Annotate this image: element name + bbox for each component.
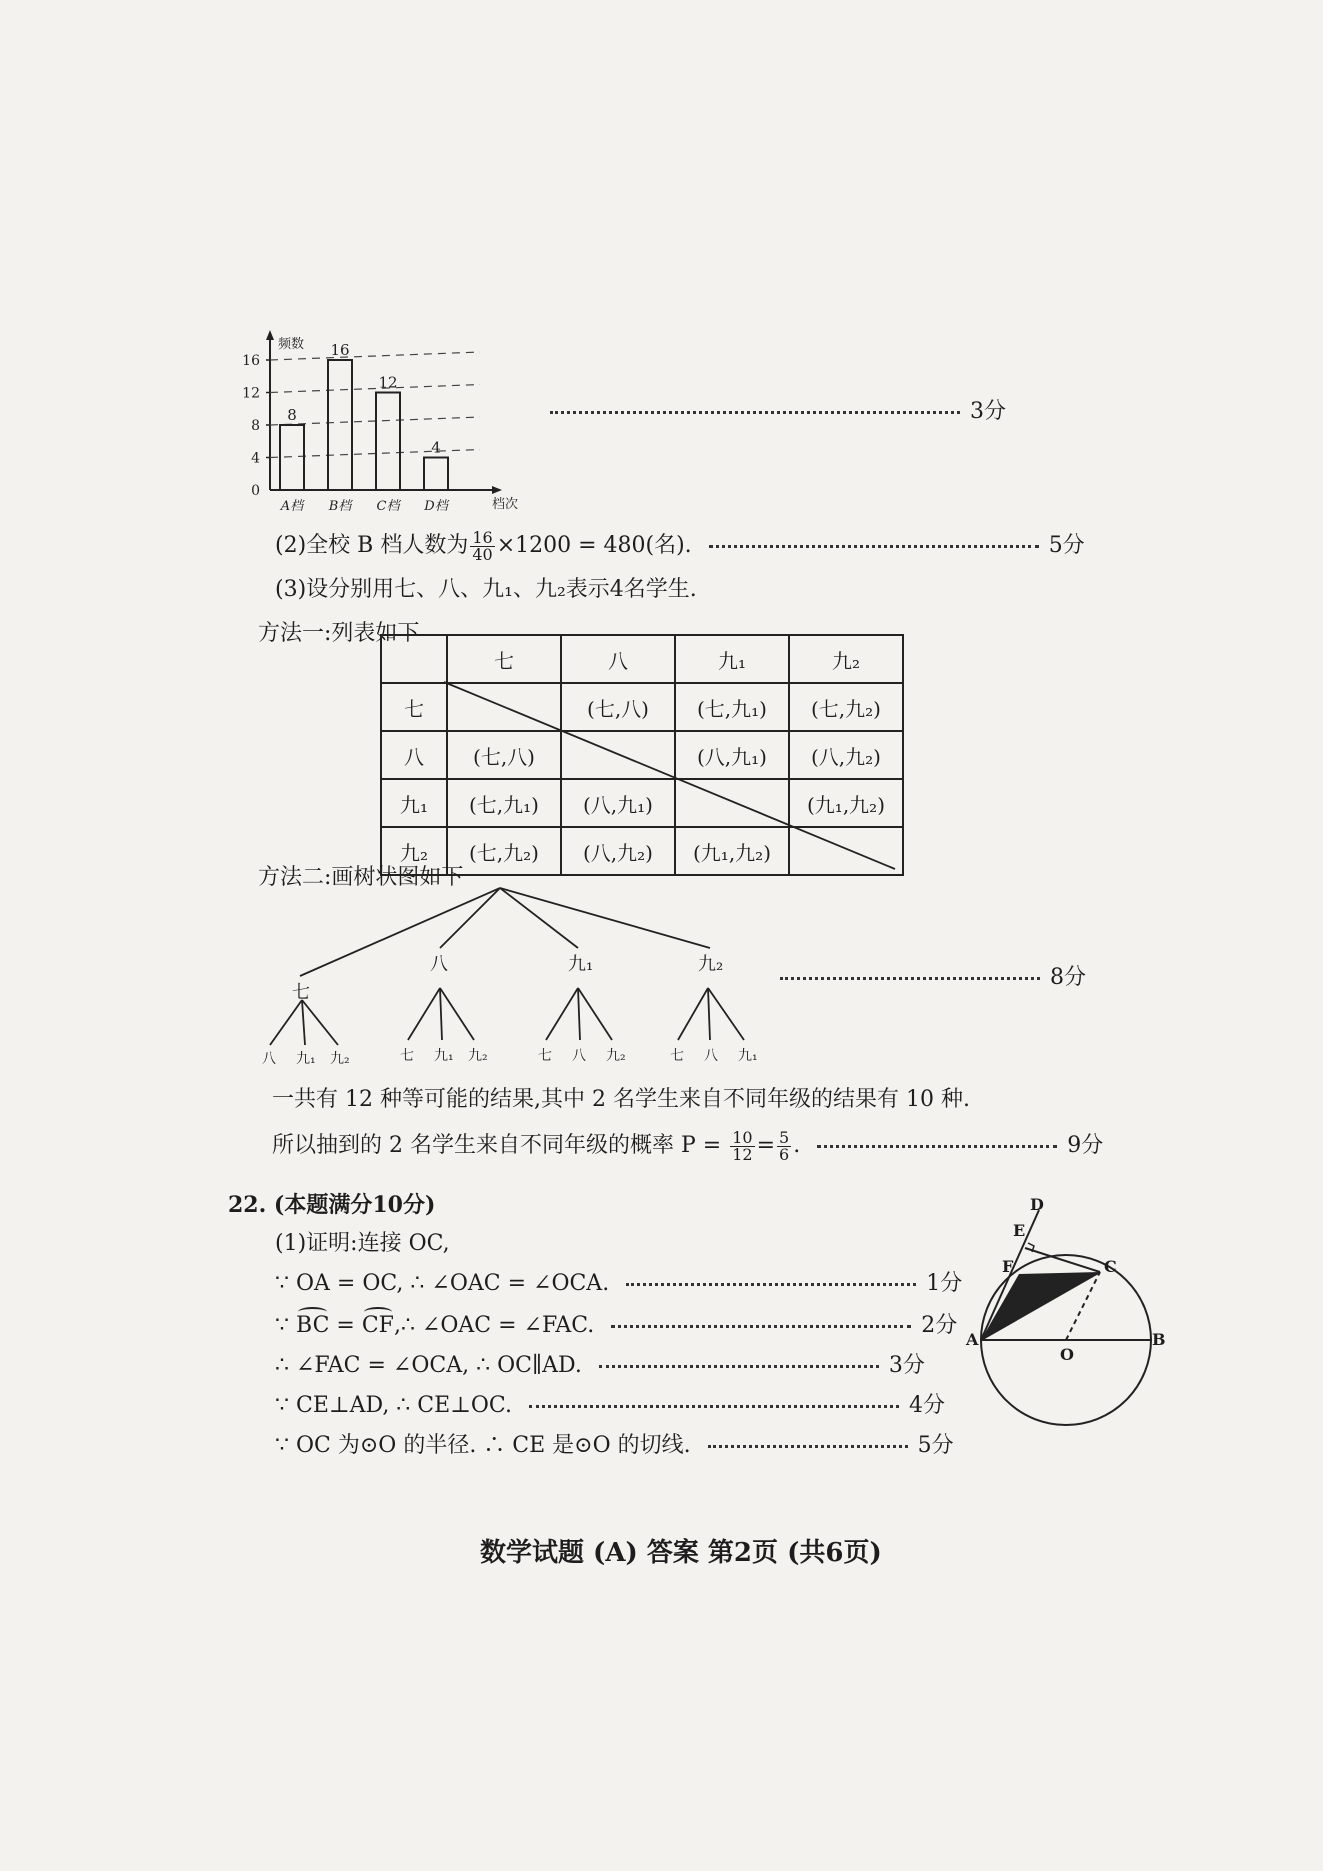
bar	[424, 458, 448, 491]
q2-line	[275, 528, 1085, 563]
x-axis-label: 档次	[492, 497, 519, 512]
tree-leaf: 八	[572, 1048, 586, 1064]
reduced-fraction	[777, 1127, 791, 1164]
y-axis-label: 频数	[278, 337, 305, 352]
tree-leaf: 八	[704, 1048, 718, 1064]
table-row-header: 九₁	[381, 779, 447, 827]
page-footer: 数学试题 (A) 答案 第2页 (共6页)	[480, 1538, 882, 1568]
score-line-3	[540, 394, 1006, 425]
label-c: C	[1104, 1257, 1117, 1276]
p-numerator: 10	[732, 1127, 753, 1147]
label-b: B	[1152, 1330, 1166, 1349]
table-cell: (九₁,九₂)	[789, 779, 903, 827]
table-row-header: 八	[381, 731, 447, 779]
tree-leaf: 七	[538, 1048, 552, 1064]
label-o: O	[1060, 1345, 1074, 1364]
table-cell: (七,九₂)	[789, 683, 903, 731]
q22-line-4-text: ∴ ∠FAC = ∠OCA, ∴ OC∥AD.	[275, 1353, 582, 1378]
y-tick-label: 4	[251, 450, 260, 467]
tree-leaf: 九₁	[738, 1048, 758, 1064]
table-row-header: 七	[381, 683, 447, 731]
p-denominator: 12	[732, 1144, 753, 1164]
table-cell: (七,九₂)	[447, 827, 561, 875]
q22-line-2	[275, 1266, 962, 1297]
r-numerator: 5	[779, 1127, 790, 1147]
table-diagonal	[380, 634, 900, 874]
table-cell: (九₁,九₂)	[675, 827, 789, 875]
table-row-header: 九₂	[381, 827, 447, 875]
table-cell: (八,九₂)	[789, 731, 903, 779]
score-9: 9分	[1067, 1133, 1104, 1158]
conclusion-line2	[272, 1128, 1103, 1163]
q22-line-5-text: ∵ CE⊥AD, ∴ CE⊥OC.	[275, 1393, 512, 1418]
tree-leaf: 九₁	[296, 1051, 316, 1067]
q2-text-post: ×1200 = 480(名).	[496, 533, 692, 558]
tree-leaf: 七	[400, 1048, 414, 1064]
circle-figure	[975, 1200, 1175, 1430]
equals-sign: =	[756, 1133, 776, 1158]
table-header: 七	[447, 635, 561, 683]
score-1: 1分	[926, 1271, 963, 1296]
tree-leaf: 九₁	[434, 1048, 454, 1064]
tree-node: 九₂	[698, 954, 724, 975]
because-sign: ∵	[275, 1313, 296, 1338]
x-category-label: D档	[424, 499, 448, 514]
score-5b: 5分	[917, 1433, 954, 1458]
tree-leaf: 七	[670, 1048, 684, 1064]
q22-line-6-text: ∵ OC 为⊙O 的半径. ∴ CE 是⊙O 的切线.	[275, 1433, 691, 1458]
score-8: 8分	[1050, 965, 1086, 990]
q2-denominator: 40	[472, 544, 493, 564]
tree-node: 九₁	[568, 954, 594, 975]
q22-title: 22. (本题满分10分)	[228, 1192, 436, 1218]
score-3b: 3分	[888, 1353, 925, 1378]
table-cell: (七,九₁)	[675, 683, 789, 731]
y-axis-arrow	[266, 330, 274, 340]
tree-node: 七	[292, 982, 310, 1003]
table-header: 九₁	[675, 635, 789, 683]
bar-value-label: 8	[287, 406, 297, 424]
q22-line-3	[275, 1308, 957, 1339]
label-d: D	[1030, 1195, 1044, 1214]
table-cell: (七,八)	[561, 683, 675, 731]
q22-line-6	[275, 1428, 954, 1459]
y-tick-label: 16	[242, 353, 260, 369]
y-tick-label: 12	[242, 385, 260, 402]
gridline	[270, 352, 480, 360]
x-category-label: A档	[280, 499, 304, 514]
q2-numerator: 16	[472, 527, 493, 547]
y-tick-label: 8	[251, 418, 260, 434]
score-2: 2分	[921, 1313, 958, 1338]
gridline	[270, 385, 480, 393]
table-cell: (七,九₁)	[447, 779, 561, 827]
bar-value-label: 4	[431, 438, 441, 457]
table-cell: (七,八)	[447, 731, 561, 779]
arc-bc: BC	[296, 1313, 330, 1338]
method2-title: 方法二:画树状图如下	[258, 865, 464, 890]
arc-cf: CF	[361, 1313, 394, 1338]
q22-line-5	[275, 1388, 945, 1419]
method1-title: 方法一:列表如下	[258, 621, 420, 646]
label-f: F	[1002, 1257, 1014, 1276]
tree-leaf: 九₂	[468, 1048, 488, 1064]
q22-line-4	[275, 1348, 925, 1379]
x-category-label: C档	[376, 499, 400, 514]
x-category-label: B档	[328, 499, 352, 514]
table-cell: (八,九₁)	[675, 731, 789, 779]
probability-fraction	[730, 1127, 754, 1164]
conclusion-text: 所以抽到的 2 名学生来自不同年级的概率 P =	[272, 1133, 722, 1158]
tree-leaf: 八	[262, 1051, 276, 1067]
table-header: 九₂	[789, 635, 903, 683]
q22-line-2-text: ∵ OA = OC, ∴ ∠OAC = ∠OCA.	[275, 1271, 610, 1296]
tree-leaf: 九₂	[606, 1048, 626, 1064]
label-a: A	[966, 1330, 979, 1349]
score-line-8	[770, 960, 1086, 991]
table-header: 八	[561, 635, 675, 683]
bar	[280, 425, 304, 490]
table-cell: (八,九₁)	[561, 779, 675, 827]
r-denominator: 6	[779, 1144, 790, 1164]
q22-line-3-text: ,∴ ∠OAC = ∠FAC.	[393, 1313, 595, 1338]
bar-value-label: 16	[330, 341, 350, 359]
q2-fraction	[470, 527, 494, 564]
period: .	[793, 1133, 801, 1158]
bar	[328, 360, 352, 490]
y-tick-label: 0	[251, 483, 260, 499]
score-4: 4分	[908, 1393, 945, 1418]
q2-text-pre: (2)全校 B 档人数为	[275, 533, 469, 558]
score-5: 5分	[1048, 533, 1085, 558]
label-e: E	[1013, 1221, 1026, 1240]
frequency-bar-chart	[230, 330, 530, 514]
conclusion-line1: 一共有 12 种等可能的结果,其中 2 名学生来自不同年级的结果有 10 种.	[272, 1087, 970, 1112]
x-axis-arrow	[492, 486, 502, 494]
score-3: 3分	[970, 399, 1006, 424]
bar-value-label: 12	[378, 373, 398, 392]
arc-equals: =	[329, 1313, 362, 1338]
bar	[376, 393, 400, 491]
tree-node: 八	[430, 954, 448, 975]
table-cell: (八,九₂)	[561, 827, 675, 875]
q22-line-1: (1)证明:连接 OC,	[275, 1231, 450, 1256]
q3-text: (3)设分别用七、八、九₁、九₂表示4名学生.	[275, 577, 697, 602]
tree-leaf: 九₂	[330, 1051, 350, 1067]
